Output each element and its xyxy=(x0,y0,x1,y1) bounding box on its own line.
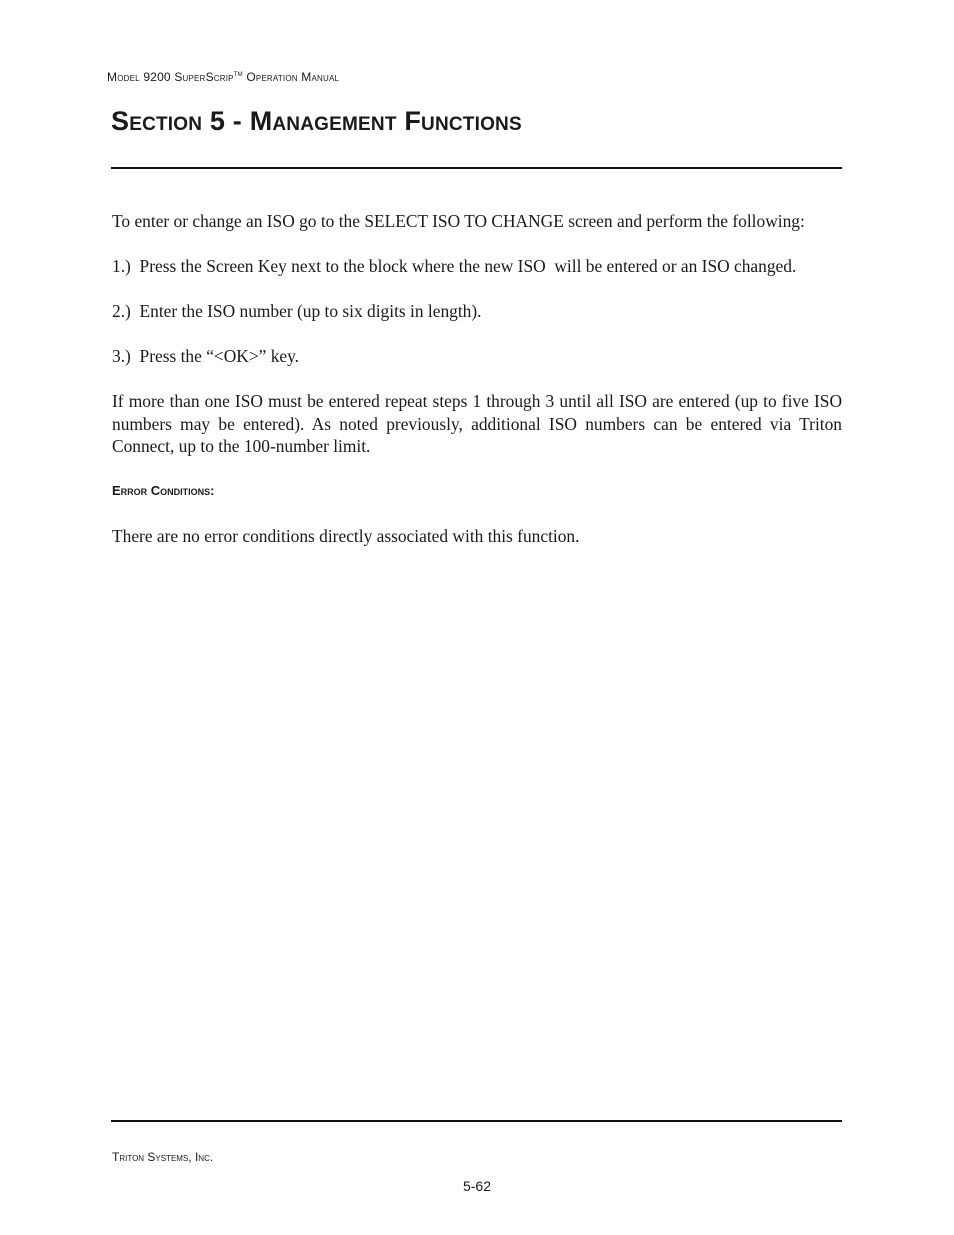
section-title: Section 5 - Management Functions xyxy=(111,106,522,136)
footer-divider xyxy=(111,1120,842,1122)
error-conditions-heading: Error Conditions: xyxy=(112,483,215,498)
step-2: 2.) Enter the ISO number (up to six digits in length). xyxy=(112,301,482,321)
error-conditions-text: There are no error conditions directly associated with this function. xyxy=(112,526,580,546)
intro-paragraph: To enter or change an ISO go to the SELECT ISO TO CHANGE screen and perform the following: xyxy=(112,211,805,231)
manual-title: Model 9200 SuperScrip xyxy=(107,70,234,84)
footer-company: Triton Systems, Inc. xyxy=(112,1150,214,1164)
repeat-note-paragraph: If more than one ISO must be entered repeat steps 1 through 3 until all ISO are entered (up to five ISO numbers may be entered). As noted previously, additional ISO numbers can be entered via Triton Connect, up to the 100-number limit. xyxy=(112,391,842,456)
trademark-mark: TM xyxy=(233,72,243,78)
manual-title-suffix: Operation Manual xyxy=(242,70,340,84)
step-3: 3.) Press the “<OK>” key. xyxy=(112,346,300,366)
page-number: 5-62 xyxy=(462,1178,492,1194)
header-divider xyxy=(111,167,842,169)
running-header xyxy=(107,70,339,84)
main-content xyxy=(112,210,842,570)
step-1: 1.) Press the Screen Key next to the block where the new ISO will be entered or an ISO changed. xyxy=(112,256,797,276)
